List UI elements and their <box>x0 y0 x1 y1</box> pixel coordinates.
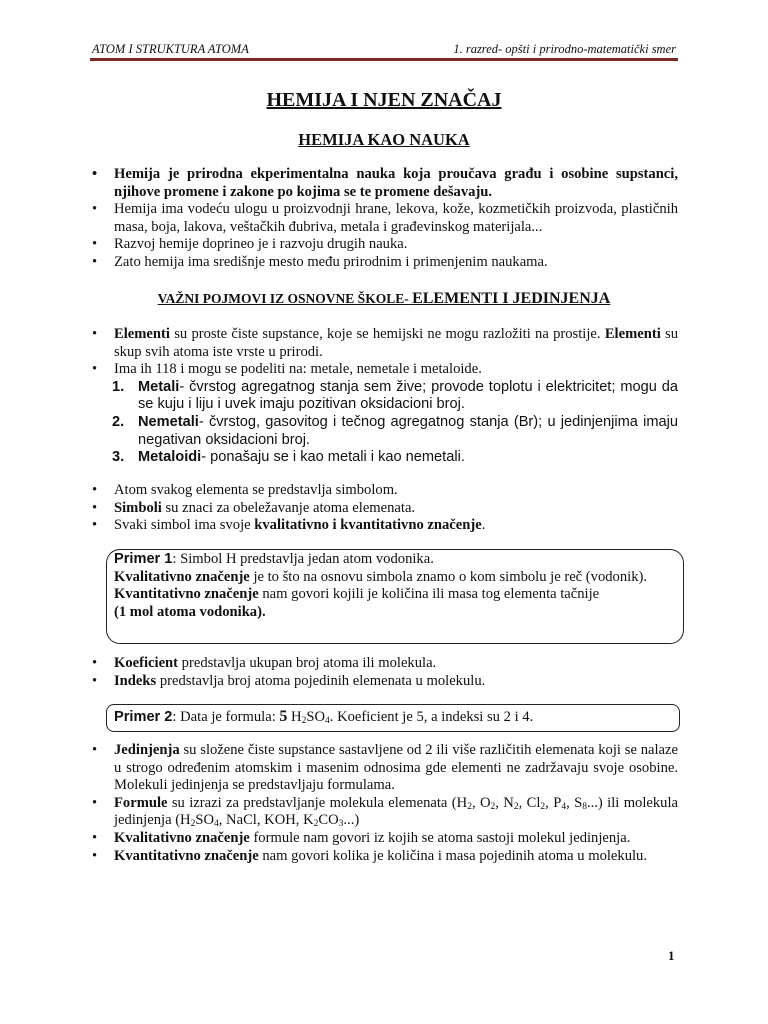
text: : Data je formula: <box>172 709 280 725</box>
text: , NaCl, KOH, K <box>218 812 314 829</box>
symbols-list <box>90 482 678 535</box>
text: ...) <box>343 812 360 829</box>
section-heading-hemija-kao-nauka: HEMIJA KAO NAUKA <box>298 130 470 149</box>
numbered-item <box>90 449 678 467</box>
text: , P <box>545 794 562 811</box>
section-heading-elementi-jedinjenja <box>0 289 768 309</box>
subscript: 2 <box>467 801 472 812</box>
page-title: HEMIJA I NJEN ZNAČAJ <box>266 89 502 111</box>
heading-small-part: VAŽNI POJMOVI IZ OSNOVNE ŠKOLE- <box>157 291 409 306</box>
term: Nemetali <box>138 413 199 430</box>
list-item <box>90 742 678 795</box>
text: predstavlja ukupan broj atoma ili molekula. <box>178 655 437 671</box>
term: Koeficient <box>114 655 179 671</box>
text: , N <box>495 794 514 811</box>
text: : Simbol H predstavlja jedan atom vodonika. <box>172 551 434 567</box>
list-item <box>90 326 678 361</box>
list-item: • Ima ih 118 i mogu se podeliti na: metale, nemetale i metaloide. <box>90 361 678 379</box>
subscript: 2 <box>540 801 546 812</box>
term: Metali <box>138 378 180 395</box>
text: nam govori kolika je količina i masa pojedinih atoma u molekulu. <box>258 847 647 864</box>
term: Elementi <box>604 326 661 342</box>
text: . <box>481 517 486 534</box>
text: , S <box>566 794 583 811</box>
subscript: 2 <box>190 819 196 830</box>
koeficient-list <box>90 655 678 690</box>
subscript: 4 <box>325 716 330 726</box>
text: , Cl <box>518 794 541 811</box>
header-rule <box>90 58 678 61</box>
list-item <box>90 517 678 535</box>
primer-1-line: (1 mol atoma vodonika). <box>114 603 266 620</box>
header-right-title: 1. razred- opšti i prirodno-matematički smer <box>453 42 676 56</box>
text: - čvrstog, gasovitog i tečnog agregatnog stanja (Br); u jedinjenjima imaju negativan oksidacioni broj. <box>138 413 678 448</box>
text: . Koeficient je 5, a indeksi su 2 i 4. <box>329 709 534 725</box>
term: kvalitativno i kvantitativno značenje <box>254 517 482 534</box>
list-item: • Zato hemija ima središnje mesto među prirodnim i primenjenim naukama. <box>90 254 678 272</box>
text: formule nam govori iz kojih se atoma sastoji molekul jedinjenja. <box>249 829 631 846</box>
numbered-item <box>90 379 678 414</box>
term: Elementi <box>114 326 170 342</box>
term: Metaloidi <box>138 449 202 466</box>
term: Kvalitativno značenje <box>114 829 250 846</box>
term: Kvalitativno značenje <box>114 568 250 585</box>
subscript: 2 <box>313 819 319 830</box>
list-item <box>90 500 678 518</box>
coefficient: 5 <box>279 708 288 725</box>
term: Formule <box>114 794 168 811</box>
subscript: 3 <box>338 819 344 830</box>
text: ...) ili molekula jedinjenja (H <box>114 794 679 829</box>
subscript: 4 <box>214 819 219 830</box>
subscript: 8 <box>582 801 587 812</box>
subscript: 2 <box>301 716 307 726</box>
formula-part: SO <box>306 709 326 725</box>
term: Simboli <box>114 499 162 516</box>
item-number: 2. <box>112 413 125 430</box>
text: Svaki simbol ima svoje <box>114 517 255 534</box>
intro-bullet-list <box>90 166 678 272</box>
primer-1-line <box>114 569 676 587</box>
list-item: • Hemija ima vodeću ulogu u proizvodnji hrane, lekova, kože, kozmetičkih proizvoda, plastičnih masa, boja, lakova, veštačkih đubriva, metala i građevinskog materijala... <box>90 201 678 236</box>
page-number: 1 <box>668 948 675 963</box>
formula-part: H <box>287 709 302 725</box>
primer-2-box <box>106 704 680 732</box>
list-item: • Atom svakog elementa se predstavlja simbolom. <box>90 482 678 500</box>
term: Kvantitativno značenje <box>114 586 259 603</box>
header-left-title: ATOM I STRUKTURA ATOMA <box>92 42 249 56</box>
text: su izrazi za predstavljanje molekula elemenata (H <box>167 794 468 811</box>
subscript: 2 <box>490 801 496 812</box>
list-item <box>90 673 678 691</box>
list-item: • Hemija je prirodna ekperimentalna nauka koja proučava građu i osobine supstanci, njihove promene i zakone po kojima se te promene dešavaju. <box>90 166 678 201</box>
term: Kvantitativno značenje <box>114 847 259 864</box>
text: , O <box>471 794 491 811</box>
numbered-item <box>90 414 678 449</box>
page-header <box>90 41 678 61</box>
subscript: 4 <box>561 801 567 812</box>
text: su proste čiste supstance, koje se hemijski ne mogu razložiti na prostije. <box>169 326 605 342</box>
primer-1-line <box>114 551 676 569</box>
elementi-list <box>90 326 678 467</box>
text: SO <box>195 812 214 829</box>
item-number: 1. <box>112 378 125 395</box>
list-item: • Razvoj hemije doprineo je i razvoju drugih nauka. <box>90 236 678 254</box>
text: nam govori kojili je količina ili masa tog elementa tačnije <box>258 586 600 603</box>
text: su znaci za obeležavanje atoma elemenata. <box>161 499 416 516</box>
primer-2-label: Primer 2 <box>114 709 173 725</box>
text: predstavlja broj atoma pojedinih elemenata u molekulu. <box>156 672 486 689</box>
list-item <box>90 830 678 848</box>
list-item <box>90 848 678 866</box>
text: - ponašaju se i kao metali i kao nemetali. <box>201 449 465 466</box>
subscript: 2 <box>513 801 519 812</box>
heading-big-part: ELEMENTI I JEDINJENJA <box>412 290 611 307</box>
list-item <box>90 655 678 673</box>
text: je to što na osnovu simbola znamo o kom simbolu je reč (vodonik). <box>249 568 648 585</box>
text: su skup svih atoma iste vrste u prirodi. <box>114 326 678 360</box>
text: CO <box>318 812 339 829</box>
list-item <box>90 795 678 830</box>
jedinjenja-list <box>90 742 678 865</box>
primer-1-line <box>114 586 676 604</box>
item-number: 3. <box>112 449 125 466</box>
term: Jedinjenja <box>114 742 180 758</box>
term: Indeks <box>114 672 157 689</box>
primer-1-box <box>106 549 684 644</box>
text: su složene čiste supstance sastavljene od 2 ili više različitih elemenata koji se nalaze u strogo određenim atomskim i masenim odnosima gde elementi ne zadržavaju svoje osobine. Molekuli jedinjenja se predstavljaju formulama. <box>114 742 678 794</box>
text: - čvrstog agregatnog stanja sem žive; provode toplotu i elektricitet; mogu da se kuju i liju i uvek imaju pozitivan oksidacioni broj. <box>138 378 678 413</box>
primer-1-label: Primer 1 <box>114 551 173 567</box>
formula <box>287 709 329 725</box>
